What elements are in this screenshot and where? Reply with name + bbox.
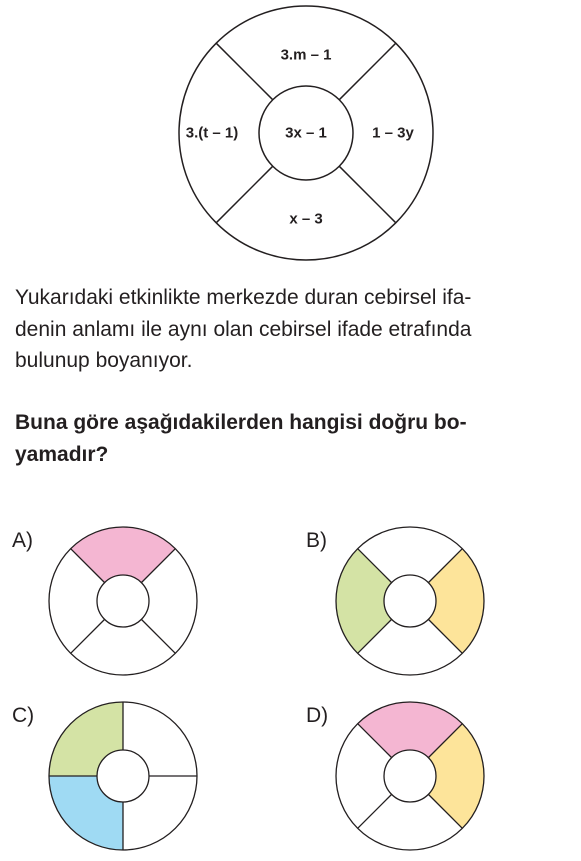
option-a-ring[interactable] xyxy=(49,527,197,675)
option-inner-circle xyxy=(97,575,149,627)
filled-segment-top xyxy=(71,527,176,583)
option-c-letter[interactable]: C) xyxy=(12,704,35,727)
option-b-letter[interactable]: B) xyxy=(306,529,327,552)
segment-label-top: 3.m – 1 xyxy=(280,46,332,64)
segment-label-bottom: x – 3 xyxy=(289,210,323,228)
option-divider xyxy=(358,794,392,828)
prompt-line-2: yamadır? xyxy=(15,443,109,466)
option-d-ring[interactable] xyxy=(336,702,484,850)
question-line-1: Yukarıdaki etkinlikte merkezde duran cebirsel ifa- xyxy=(15,286,472,309)
option-c-ring[interactable] xyxy=(49,702,197,850)
filled-segment-right xyxy=(428,549,484,654)
segment-label-left: 3.(t – 1) xyxy=(185,124,239,142)
option-d-letter[interactable]: D) xyxy=(306,704,329,727)
prompt-line-1: Buna göre aşağıdakilerden hangisi doğru bo- xyxy=(15,411,467,434)
option-divider xyxy=(141,619,175,653)
filled-segment-left xyxy=(336,549,392,654)
center-label: 3x – 1 xyxy=(285,124,327,142)
question-line-2: denin anlamı ile aynı olan cebirsel ifade etrafında xyxy=(15,317,472,341)
option-inner-circle xyxy=(384,750,436,802)
segment-label-right: 1 – 3y xyxy=(372,124,414,142)
option-b-ring[interactable] xyxy=(336,527,484,675)
option-a-letter[interactable]: A) xyxy=(12,529,33,552)
option-inner-circle xyxy=(384,575,436,627)
option-divider xyxy=(71,619,105,653)
question-line-3: bulunup boyanıyor. xyxy=(15,349,193,372)
option-inner-circle xyxy=(97,750,149,802)
